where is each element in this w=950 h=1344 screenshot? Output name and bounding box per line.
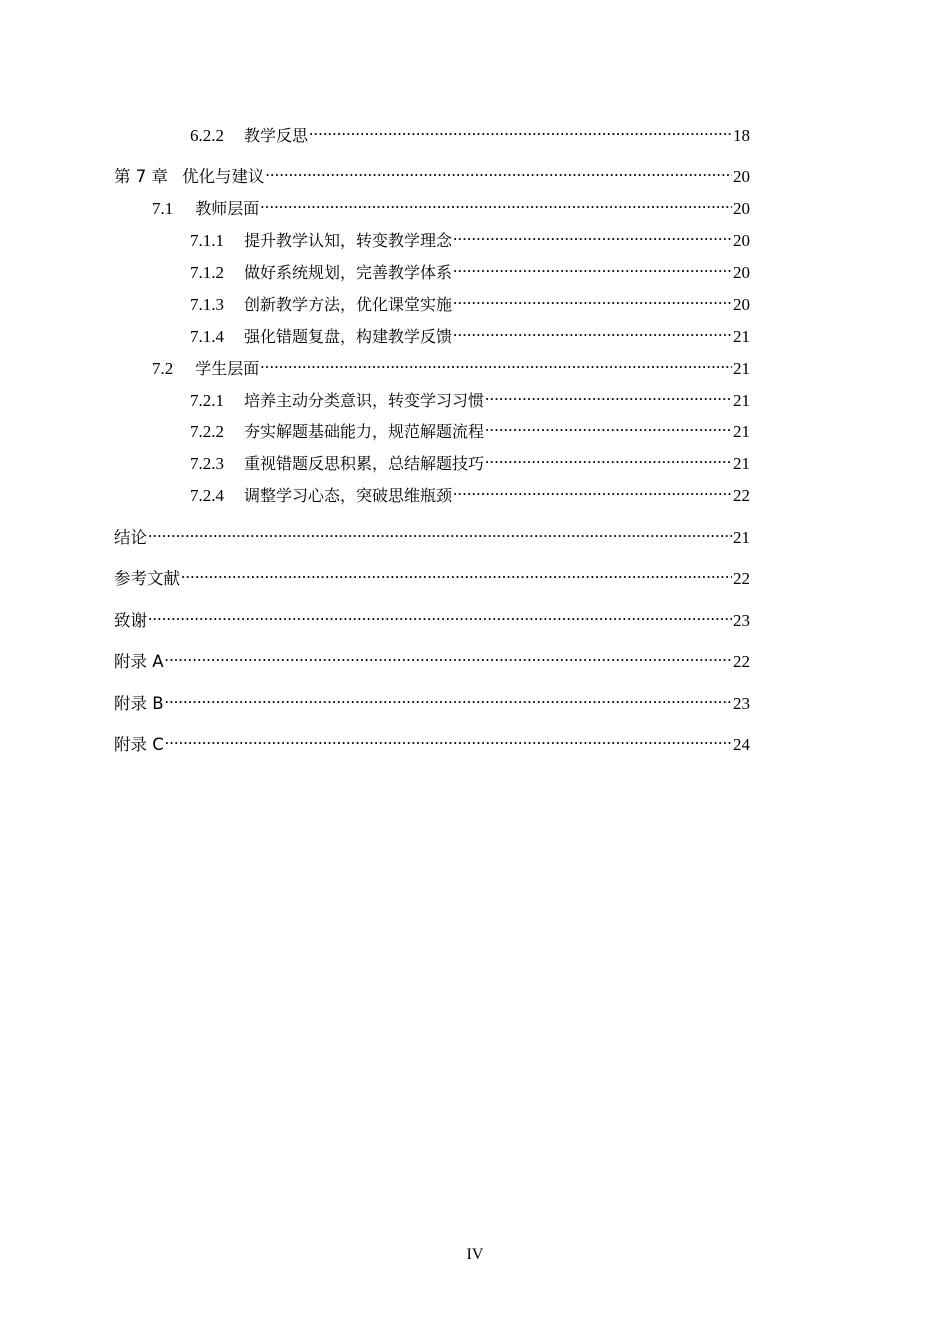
toc-entry-number: 7.2 <box>152 359 174 378</box>
toc-entry-title: 培养主动分类意识，转变学习习惯 <box>244 391 485 410</box>
toc-entry-page: 24 <box>733 735 750 754</box>
toc-entry-page: 23 <box>733 694 750 713</box>
toc-entry-page: 21 <box>733 454 750 473</box>
toc-entry-page: 21 <box>733 359 750 378</box>
toc-leader-dots <box>453 288 732 310</box>
toc-entry-appendix-b[interactable] <box>114 687 750 713</box>
toc-entry[interactable] <box>114 256 750 282</box>
toc-entry-title: 重视错题反思积累，总结解题技巧 <box>244 454 485 473</box>
toc-entry-page: 21 <box>733 422 750 441</box>
toc-entry-number: 7.2.2 <box>190 422 224 441</box>
toc-entry-chapter[interactable] <box>114 160 750 186</box>
toc-entry-title: 结论 <box>114 528 147 547</box>
toc-entry-title: 致谢 <box>114 611 147 630</box>
toc-entry-page: 18 <box>733 126 750 145</box>
toc-leader-dots <box>453 224 732 246</box>
toc-entry-title: 附录 B <box>114 694 164 713</box>
toc-leader-dots <box>266 160 733 182</box>
toc-entry-number: 7.1.2 <box>190 263 224 282</box>
toc-leader-dots <box>485 415 732 437</box>
toc-entry-page: 21 <box>733 327 750 346</box>
toc-leader-dots <box>148 604 732 626</box>
toc-entry-number: 7.1.4 <box>190 327 224 346</box>
toc-entry-references[interactable] <box>114 562 750 588</box>
toc-entry[interactable] <box>114 119 750 145</box>
toc-entry-page: 20 <box>733 199 750 218</box>
toc-entry-title: 夯实解题基础能力，规范解题流程 <box>244 422 485 441</box>
toc-entry-title: 优化与建议 <box>182 167 265 186</box>
toc-entry-appendix-a[interactable] <box>114 645 750 671</box>
toc-leader-dots <box>148 521 732 543</box>
toc-entry-page: 20 <box>733 167 750 186</box>
toc-entry-title: 参考文献 <box>114 569 180 588</box>
toc-entry-appendix-c[interactable] <box>114 728 750 754</box>
toc-leader-dots <box>453 479 732 501</box>
toc-entry-title: 学生层面 <box>195 359 260 378</box>
toc-entry-page: 20 <box>733 295 750 314</box>
toc-entry-page: 22 <box>733 486 750 505</box>
toc-entry-number: 7.1 <box>152 199 174 218</box>
toc-entry-number: 6.2.2 <box>190 126 224 145</box>
toc-entry[interactable] <box>114 320 750 346</box>
toc-entry-title: 做好系统规划，完善教学体系 <box>244 263 453 282</box>
toc-entry-title: 创新教学方法，优化课堂实施 <box>244 295 453 314</box>
toc-leader-dots <box>309 119 732 141</box>
toc-entry-page: 23 <box>733 611 750 630</box>
toc-leader-dots <box>165 645 732 667</box>
toc-entry-page: 20 <box>733 263 750 282</box>
toc-entry-page: 21 <box>733 528 750 547</box>
toc-leader-dots <box>485 447 732 469</box>
toc-entry-title: 附录 A <box>114 652 164 671</box>
toc-entry[interactable] <box>114 224 750 250</box>
toc-entry-title: 附录 C <box>114 735 164 754</box>
toc-entry[interactable] <box>114 415 750 441</box>
toc-entry-title: 调整学习心态，突破思维瓶颈 <box>244 486 453 505</box>
toc-entry[interactable] <box>114 352 750 378</box>
toc-entry-page: 22 <box>733 569 750 588</box>
toc-entry-number: 7.1.3 <box>190 295 224 314</box>
toc-entry-page: 22 <box>733 652 750 671</box>
toc-entry[interactable] <box>114 447 750 473</box>
toc-entry-conclusion[interactable] <box>114 521 750 547</box>
toc-leader-dots <box>485 384 732 406</box>
toc-entry-title: 教师层面 <box>195 199 260 218</box>
toc-entry[interactable] <box>114 192 750 218</box>
toc-leader-dots <box>453 256 732 278</box>
toc-entry-number: 7.1.1 <box>190 231 224 250</box>
toc-entry-title: 提升教学认知，转变教学理念 <box>244 231 453 250</box>
toc-entry-title: 强化错题复盘，构建教学反馈 <box>244 327 453 346</box>
toc-entry-acknowledgements[interactable] <box>114 604 750 630</box>
toc-leader-dots <box>260 352 732 374</box>
toc-entry-number: 第 7 章 <box>114 167 168 186</box>
toc-entry-page: 21 <box>733 391 750 410</box>
toc-entry-title: 教学反思 <box>244 126 309 145</box>
toc-entry-number: 7.2.1 <box>190 391 224 410</box>
toc-leader-dots <box>181 562 732 584</box>
toc-leader-dots <box>453 320 732 342</box>
toc-entry[interactable] <box>114 288 750 314</box>
page-number-footer: IV <box>466 1246 484 1263</box>
toc-entry[interactable] <box>114 384 750 410</box>
toc-entry-number: 7.2.4 <box>190 486 224 505</box>
toc-leader-dots <box>165 728 732 750</box>
toc-leader-dots <box>165 687 732 709</box>
toc-entry-number: 7.2.3 <box>190 454 224 473</box>
toc-leader-dots <box>260 192 732 214</box>
toc-entry[interactable] <box>114 479 750 505</box>
toc-entry-page: 20 <box>733 231 750 250</box>
